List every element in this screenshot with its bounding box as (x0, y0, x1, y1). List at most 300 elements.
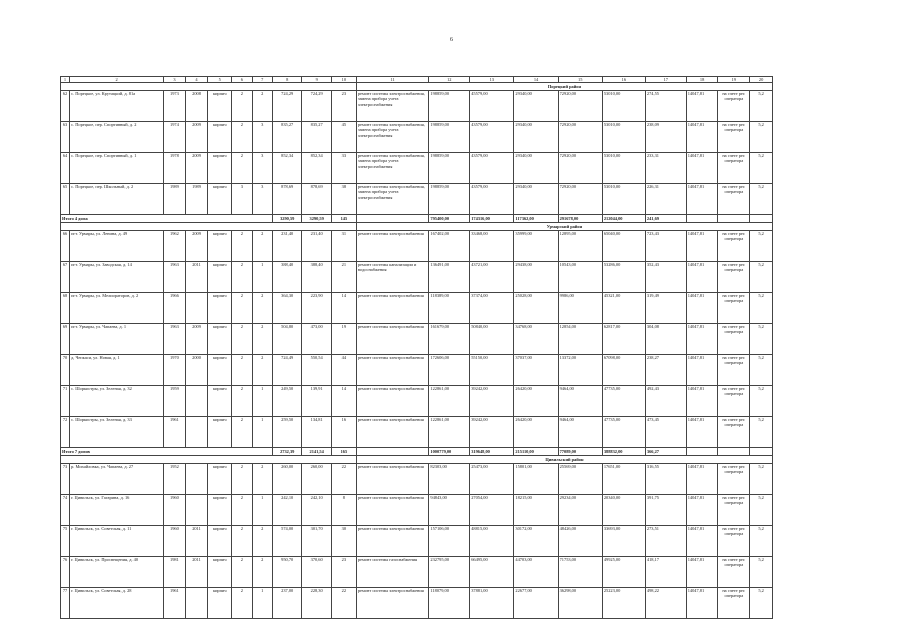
table-cell: 14047,81 (686, 386, 718, 417)
table-cell: 12895,00 (558, 231, 602, 262)
table-cell: на счете рег. оператора (718, 464, 750, 495)
table-cell: на счете рег. оператора (718, 495, 750, 526)
table-cell: на счете рег. оператора (718, 262, 750, 293)
table-cell: 14047,81 (686, 464, 718, 495)
total-cell: 795400,00 (429, 215, 470, 223)
table-cell: пгт. Урмары, ул. Заводская, д. 14 (70, 262, 164, 293)
table-cell: 198859,00 (429, 122, 470, 153)
table-cell: 1973 (164, 91, 186, 122)
table-cell: 50840,00 (470, 324, 514, 355)
table-cell: 5,2 (750, 588, 773, 619)
table-cell: 5,2 (750, 464, 773, 495)
table-row (61, 464, 773, 495)
total-cell (718, 448, 750, 456)
table-cell: д. Чепкаси, ул. Новая, д. 1 (70, 355, 164, 386)
header-cell: 11 (356, 77, 429, 83)
table-cell: 473,45 (645, 417, 686, 448)
table-row (61, 386, 773, 417)
table-cell: 69 (61, 324, 70, 355)
total-row (61, 215, 773, 223)
table-cell: 18215,00 (514, 495, 558, 526)
header-cell: 12 (429, 77, 470, 83)
table-cell: 370,60 (302, 557, 331, 588)
table-cell (185, 293, 208, 324)
table-cell: 22677,00 (514, 588, 558, 619)
table-cell: 724,49 (272, 355, 301, 386)
total-cell: 366,27 (645, 448, 686, 456)
header-cell: 19 (718, 77, 750, 83)
table-cell: 5,2 (750, 495, 773, 526)
table-cell: 72920,00 (558, 184, 602, 215)
table-cell: 68 (61, 293, 70, 324)
table-cell: 2 (232, 262, 252, 293)
total-cell: 165 (331, 448, 356, 456)
table-cell: 14047,81 (686, 262, 718, 293)
table-cell: кирпич (208, 355, 232, 386)
table-cell: 71 (61, 386, 70, 417)
table-cell: 1981 (164, 557, 186, 588)
table-cell: с. Порецкое, ул. Крутацкий, д. 81а (70, 91, 164, 122)
table-cell: 835,27 (272, 122, 301, 153)
total-cell: 291678,00 (558, 215, 602, 223)
table-cell: 139,91 (302, 386, 331, 417)
table-cell: 53010,00 (602, 91, 645, 122)
table-cell: 835,27 (302, 122, 331, 153)
table-cell: ремонт системы электроснабжения (356, 355, 429, 386)
table-cell: 47735,00 (602, 417, 645, 448)
table-cell: 53010,00 (602, 184, 645, 215)
table-cell: 14047,81 (686, 91, 718, 122)
table-cell: 34768,00 (514, 324, 558, 355)
table-cell: 14047,81 (686, 526, 718, 557)
table-cell: 5,2 (750, 417, 773, 448)
table-cell: 72920,00 (558, 153, 602, 184)
table-cell: 260,00 (302, 464, 331, 495)
table-cell: пгт. Урмары, ул. Мелиораторов, д. 2 (70, 293, 164, 324)
table-cell: 71753,00 (558, 557, 602, 588)
table-cell: 2 (232, 293, 252, 324)
table-cell: 45 (331, 122, 356, 153)
table-cell: 223,90 (302, 293, 331, 324)
table-cell: 35999,00 (514, 231, 558, 262)
table-cell: 198859,00 (429, 91, 470, 122)
total-cell: 1000779,00 (429, 448, 470, 456)
table-cell: 43579,00 (470, 122, 514, 153)
table-cell: 53010,00 (602, 153, 645, 184)
table-cell: 82303,00 (429, 464, 470, 495)
table-cell: 66 (61, 231, 70, 262)
table-row (61, 526, 773, 557)
table-cell: на счете рег. оператора (718, 184, 750, 215)
header-cell: 15 (558, 77, 602, 83)
table-cell: г. Цивильск, ул. Просвещения, д. 40 (70, 557, 164, 588)
header-cell: 4 (185, 77, 208, 83)
header-cell: 1 (61, 77, 70, 83)
table-cell: на счете рег. оператора (718, 386, 750, 417)
table-cell: 5,2 (750, 91, 773, 122)
table-cell: 25223,00 (602, 588, 645, 619)
table-cell: 1960 (164, 495, 186, 526)
table-cell: 167402,00 (429, 231, 470, 262)
table-cell: 2 (232, 355, 252, 386)
table-cell: 5,2 (750, 293, 773, 324)
table-cell: 26420,00 (514, 417, 558, 448)
table-cell: 198859,00 (429, 153, 470, 184)
table-cell: 134,81 (302, 417, 331, 448)
table-cell: 36298,00 (558, 588, 602, 619)
table-row (61, 324, 773, 355)
total-cell (718, 215, 750, 223)
table-cell: 228,30 (302, 588, 331, 619)
total-cell: 241,69 (645, 215, 686, 223)
table-cell: 319,49 (645, 293, 686, 324)
table-cell: 5,2 (750, 386, 773, 417)
table-cell: ремонт системы электроснабжения (356, 231, 429, 262)
table-cell: 3 (252, 122, 272, 153)
table-cell: 157106,00 (429, 526, 470, 557)
total-cell: 212044,00 (602, 215, 645, 223)
table-cell: 1970 (164, 355, 186, 386)
table-cell: 2 (252, 324, 272, 355)
table-cell: кирпич (208, 417, 232, 448)
table-cell: ремонт системы электроснабжения (356, 324, 429, 355)
table-cell: 2009 (185, 153, 208, 184)
table-cell: 14047,81 (686, 184, 718, 215)
region-spacer (61, 223, 357, 231)
header-cell: 6 (232, 77, 252, 83)
table-cell: с. Порецкое, пер. Спортивный, д. 2 (70, 122, 164, 153)
table-cell: 122861,00 (429, 386, 470, 417)
table-cell: 852,34 (272, 153, 301, 184)
table-cell: 10543,00 (558, 262, 602, 293)
table-cell: 238,27 (645, 355, 686, 386)
table-cell: 33693,00 (602, 526, 645, 557)
table-cell: 1960 (164, 526, 186, 557)
table-cell: 498,22 (645, 588, 686, 619)
table-cell: 238,09 (645, 122, 686, 153)
table-cell: 242,10 (302, 495, 331, 526)
total-cell: 174316,00 (470, 215, 514, 223)
table-cell: ремонт системы канализации и водоснабжения (356, 262, 429, 293)
table-cell: 1961 (164, 417, 186, 448)
table-cell: на счете рег. оператора (718, 588, 750, 619)
total-cell (356, 215, 429, 223)
table-cell: 14047,81 (686, 324, 718, 355)
table-row (61, 184, 773, 215)
table-cell: 13372,00 (558, 355, 602, 386)
table-cell: 37374,00 (470, 293, 514, 324)
data-table (60, 76, 773, 619)
table-cell: с. Шоркистры, ул. Зеленая, д. 32 (70, 386, 164, 417)
table-cell: ремонт системы электроснабжения, замена прибора учета электроснабжения (356, 184, 429, 215)
table-cell: 5,2 (750, 231, 773, 262)
table-cell: 39242,00 (470, 417, 514, 448)
table-cell: 1 (252, 386, 272, 417)
table-cell: ремонт системы электроснабжения, замена прибора учета электроснабжения (356, 153, 429, 184)
table-cell: 43579,00 (470, 184, 514, 215)
table-cell: на счете рег. оператора (718, 557, 750, 588)
table-cell: 65040,00 (602, 231, 645, 262)
table-cell: кирпич (208, 588, 232, 619)
total-label: Итого 4 дома (61, 215, 273, 223)
table-cell: ремонт системы электроснабжения (356, 495, 429, 526)
table-cell: 391,75 (645, 495, 686, 526)
table-cell: 5,2 (750, 355, 773, 386)
table-cell: 14047,81 (686, 495, 718, 526)
table-cell: 231,40 (302, 231, 331, 262)
table-cell: 65 (61, 184, 70, 215)
table-cell: 14047,81 (686, 293, 718, 324)
table-cell: 1 (252, 495, 272, 526)
region-spacer (61, 456, 357, 464)
table-cell: 67098,00 (602, 355, 645, 386)
header-cell: 17 (645, 77, 686, 83)
table-cell: 53286,00 (602, 262, 645, 293)
table-cell: 574,00 (272, 526, 301, 557)
header-cell: 16 (602, 77, 645, 83)
table-cell (185, 386, 208, 417)
table-cell: 5,2 (750, 526, 773, 557)
table-cell: ремонт системы электроснабжения (356, 386, 429, 417)
table-cell: 2 (252, 293, 272, 324)
total-row (61, 448, 773, 456)
table-cell: 2011 (185, 262, 208, 293)
table-cell: 9986,00 (558, 293, 602, 324)
table-cell: 316,55 (645, 464, 686, 495)
table-cell: ремонт системы электроснабжения, замена прибора учета электроснабжения (356, 122, 429, 153)
table-cell: 72920,00 (558, 122, 602, 153)
table-cell: 273,51 (645, 526, 686, 557)
table-cell: 122861,00 (429, 417, 470, 448)
table-cell: г. Цивильск, ул. Советская, д. 28 (70, 588, 164, 619)
table-cell: пгт. Урмары, ул. Ленина, д. 49 (70, 231, 164, 262)
table-cell: 2 (232, 557, 252, 588)
table-cell: 2 (252, 557, 272, 588)
table-cell: 9464,00 (558, 417, 602, 448)
table-cell: 12854,00 (558, 324, 602, 355)
table-cell: 72 (61, 417, 70, 448)
table-cell: 45579,00 (470, 91, 514, 122)
table-cell: 73 (61, 464, 70, 495)
table-cell: кирпич (208, 262, 232, 293)
table-cell: 37881,00 (470, 588, 514, 619)
table-cell: 76 (61, 557, 70, 588)
table-cell: 48426,00 (558, 526, 602, 557)
total-cell (750, 215, 773, 223)
table-cell: 25473,00 (470, 464, 514, 495)
table-cell (185, 588, 208, 619)
table-cell: ремонт системы электроснабжения (356, 464, 429, 495)
table-cell: 64 (61, 153, 70, 184)
total-cell: 2141,54 (302, 448, 331, 456)
table-cell: 25028,00 (514, 293, 558, 324)
table-cell: ремонт системы электроснабжения, замена прибора учета электроснабжения (356, 91, 429, 122)
table-cell: г. Цивильск, ул. Советская, д. 11 (70, 526, 164, 557)
table-cell: 16 (331, 417, 356, 448)
table-cell: 1952 (164, 464, 186, 495)
table-cell: 31 (331, 231, 356, 262)
total-cell: 215110,00 (514, 448, 558, 456)
table-cell: 2 (232, 417, 252, 448)
table-cell: 70 (61, 355, 70, 386)
table-cell: 44 (331, 355, 356, 386)
table-cell: на счете рег. оператора (718, 526, 750, 557)
table-cell: кирпич (208, 231, 232, 262)
table-cell: 27054,00 (470, 495, 514, 526)
table-cell: 39242,00 (470, 386, 514, 417)
table-cell: с. Порецкое, пер. Спортивный, д. 1 (70, 153, 164, 184)
table-cell: 1 (252, 417, 272, 448)
table-cell: 67 (61, 262, 70, 293)
table-cell: 492,43 (645, 386, 686, 417)
table-cell: кирпич (208, 526, 232, 557)
table-cell: 17651,00 (602, 464, 645, 495)
table-cell: 5,2 (750, 122, 773, 153)
table-cell: 8 (331, 495, 356, 526)
table-cell: 23 (331, 557, 356, 588)
total-label: Итого 7 домов (61, 448, 273, 456)
table-cell: 14 (331, 293, 356, 324)
table-cell: 72920,00 (558, 91, 602, 122)
table-cell: 14047,81 (686, 122, 718, 153)
table-cell: 1962 (164, 231, 186, 262)
table-cell: 2 (252, 526, 272, 557)
table-cell: 249,50 (272, 386, 301, 417)
table-cell: кирпич (208, 324, 232, 355)
table-cell: 231,40 (272, 231, 301, 262)
table-cell: на счете рег. оператора (718, 122, 750, 153)
table-cell: 226,31 (645, 184, 686, 215)
table-cell: 3 (232, 184, 252, 215)
header-cell: 5 (208, 77, 232, 83)
table-cell: 9464,00 (558, 386, 602, 417)
table-cell: 45321,00 (602, 293, 645, 324)
table-cell: с. Порецкое, пер. Школьный, д. 2 (70, 184, 164, 215)
total-cell (750, 448, 773, 456)
table-cell: 3 (252, 184, 272, 215)
table-cell: 2 (232, 324, 252, 355)
table-cell: 30 (331, 526, 356, 557)
table-cell: 2009 (185, 231, 208, 262)
page-number: 6 (450, 37, 453, 43)
total-cell: 3290,59 (272, 215, 301, 223)
table-cell: ремонт системы газоснабжения (356, 557, 429, 588)
table-cell: 74 (61, 495, 70, 526)
table-row (61, 588, 773, 619)
table-cell: 5,2 (750, 557, 773, 588)
header-cell: 18 (686, 77, 718, 83)
table-cell: 1959 (164, 386, 186, 417)
table-cell: кирпич (208, 91, 232, 122)
table-cell: 352,43 (645, 262, 686, 293)
table-row (61, 122, 773, 153)
table-row (61, 91, 773, 122)
table-cell: 43721,00 (470, 262, 514, 293)
total-cell: 3290,59 (302, 215, 331, 223)
table-cell: 33 (331, 153, 356, 184)
table-cell: 1989 (185, 184, 208, 215)
table-cell: 2 (232, 91, 252, 122)
table-cell: пгт. Урмары, ул. Чапаева, д. 1 (70, 324, 164, 355)
table-cell: 878,69 (272, 184, 301, 215)
header-cell: 7 (252, 77, 272, 83)
table-cell: р. Михайловка, ул. Чапаева, д. 27 (70, 464, 164, 495)
table-cell: 242,10 (272, 495, 301, 526)
table-cell: 14047,81 (686, 231, 718, 262)
table-cell: 2000 (185, 355, 208, 386)
table-cell: на счете рег. оператора (718, 293, 750, 324)
table-cell: кирпич (208, 464, 232, 495)
table-cell: 14047,81 (686, 153, 718, 184)
table-cell: на счете рег. оператора (718, 355, 750, 386)
table-cell: 2 (252, 464, 272, 495)
region-spacer (61, 83, 357, 91)
table-cell: 14047,81 (686, 557, 718, 588)
table-cell: 66495,00 (470, 557, 514, 588)
total-cell: 319648,00 (470, 448, 514, 456)
table-cell: 44703,00 (514, 557, 558, 588)
table-cell: 29340,00 (514, 153, 558, 184)
table-cell: 504,80 (272, 324, 301, 355)
table-cell: г. Цивильск, ул. Гагарина, д. 16 (70, 495, 164, 526)
table-cell: 2 (252, 91, 272, 122)
table-cell: 2 (232, 386, 252, 417)
table-cell: 2011 (185, 526, 208, 557)
table-cell: 232795,00 (429, 557, 470, 588)
table-cell: ремонт системы электроснабжения (356, 526, 429, 557)
table-cell: 2 (232, 464, 252, 495)
table-cell: ремонт системы электроснабжения (356, 293, 429, 324)
table-cell: 75 (61, 526, 70, 557)
table-cell: 2 (232, 588, 252, 619)
table-cell: 29438,00 (514, 262, 558, 293)
table-cell: 2 (252, 355, 272, 386)
table-cell: 2 (232, 122, 252, 153)
table-cell: 29340,00 (514, 184, 558, 215)
total-cell (686, 448, 718, 456)
header-cell: 14 (514, 77, 558, 83)
table-cell: 1 (252, 262, 272, 293)
table-cell: 5,2 (750, 324, 773, 355)
table-cell: 53010,00 (602, 122, 645, 153)
table-cell: ремонт системы электроснабжения (356, 417, 429, 448)
table-cell: 274,55 (645, 91, 686, 122)
table-cell: на счете рег. оператора (718, 417, 750, 448)
table-cell: 1978 (164, 153, 186, 184)
table-cell: 48815,00 (470, 526, 514, 557)
table-cell: 14047,81 (686, 588, 718, 619)
header-cell: 2 (70, 77, 164, 83)
table-cell: 364,30 (272, 293, 301, 324)
region-title: Цивильский район (356, 456, 772, 464)
table-cell: 724,29 (272, 91, 301, 122)
table-cell: 22 (331, 588, 356, 619)
total-cell: 77089,00 (558, 448, 602, 456)
table-cell (185, 417, 208, 448)
table-cell: 950,70 (272, 557, 301, 588)
table-cell: 1961 (164, 588, 186, 619)
table-cell: 1974 (164, 122, 186, 153)
table-row (61, 557, 773, 588)
table-cell (185, 495, 208, 526)
total-cell: 2732,39 (272, 448, 301, 456)
table-cell: 301,70 (302, 526, 331, 557)
table-cell: кирпич (208, 557, 232, 588)
region-row (61, 83, 773, 91)
table-cell: кирпич (208, 293, 232, 324)
table-cell: 5,2 (750, 153, 773, 184)
table-cell: 43579,00 (470, 153, 514, 184)
